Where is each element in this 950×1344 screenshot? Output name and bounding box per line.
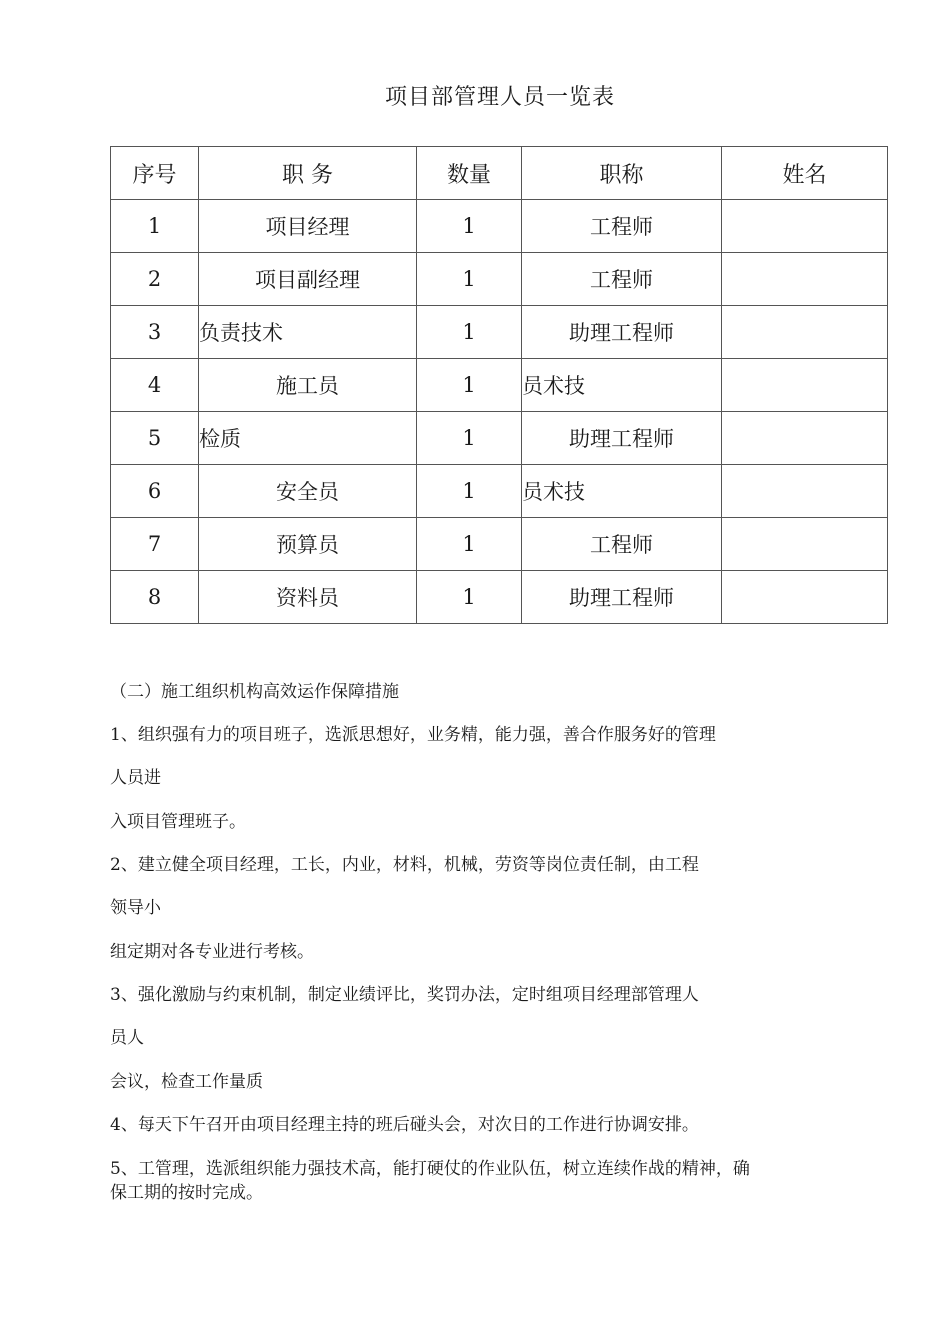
header-title: 职称: [522, 147, 722, 200]
cell-no: 7: [111, 518, 199, 571]
cell-quantity: 1: [417, 571, 522, 624]
paragraph-line: 3、强化激励与约束机制，制定业绩评比，奖罚办法，定时组项目经理部管理人: [110, 985, 699, 1005]
section-heading: （二）施工组织机构高效运作保障措施: [110, 682, 399, 702]
paragraph-line: 员人: [110, 1028, 144, 1048]
cell-position: 施工员: [199, 359, 417, 412]
cell-quantity: 1: [417, 253, 522, 306]
cell-name: [722, 571, 888, 624]
cell-position: 预算员: [199, 518, 417, 571]
cell-title: 助理工程师: [522, 306, 722, 359]
cell-position: 项目经理: [199, 200, 417, 253]
cell-quantity: 1: [417, 465, 522, 518]
cell-title: 工程师: [522, 200, 722, 253]
cell-name: [722, 465, 888, 518]
cell-title: 助理工程师: [522, 571, 722, 624]
paragraph-line: 领导小: [110, 898, 161, 918]
cell-quantity: 1: [417, 518, 522, 571]
cell-position: 资料员: [199, 571, 417, 624]
document-title: 项目部管理人员一览表: [384, 85, 615, 110]
cell-title: 助理工程师: [522, 412, 722, 465]
cell-quantity: 1: [417, 412, 522, 465]
cell-no: 4: [111, 359, 199, 412]
paragraph-line: 会议，检查工作量质: [110, 1072, 263, 1092]
cell-name: [722, 306, 888, 359]
paragraph-line: 5、工管理，选派组织能力强技术高，能打硬仗的作业队伍，树立连续作战的精神，确: [110, 1159, 750, 1179]
cell-no: 6: [111, 465, 199, 518]
table-row: [111, 465, 888, 518]
paragraph-line: 组定期对各专业进行考核。: [110, 942, 314, 962]
cell-title: 工程师: [522, 253, 722, 306]
cell-position: 项目副经理: [199, 253, 417, 306]
table-row: [111, 359, 888, 412]
table-row: [111, 200, 888, 253]
cell-no: 5: [111, 412, 199, 465]
table-header-row: [111, 147, 888, 200]
cell-quantity: 1: [417, 359, 522, 412]
table-row: [111, 518, 888, 571]
table-row: [111, 306, 888, 359]
cell-no: 1: [111, 200, 199, 253]
cell-name: [722, 359, 888, 412]
cell-position: 安全员: [199, 465, 417, 518]
table-row: [111, 253, 888, 306]
cell-no: 8: [111, 571, 199, 624]
table-row: [111, 571, 888, 624]
paragraph-line: 1、组织强有力的项目班子，选派思想好，业务精，能力强，善合作服务好的管理: [110, 725, 716, 745]
paragraph-line: 保工期的按时完成。: [110, 1183, 263, 1203]
paragraph-line: 4、每天下午召开由项目经理主持的班后碰头会，对次日的工作进行协调安排。: [110, 1115, 699, 1135]
table-row: [111, 412, 888, 465]
header-quantity: 数量: [417, 147, 522, 200]
paragraph-line: 2、建立健全项目经理，工长，内业，材料，机械，劳资等岗位责任制，由工程: [110, 855, 699, 875]
cell-no: 2: [111, 253, 199, 306]
cell-name: [722, 253, 888, 306]
staff-table: [110, 146, 888, 624]
cell-title: 工程师: [522, 518, 722, 571]
cell-position: 负责技术: [199, 306, 417, 359]
cell-name: [722, 200, 888, 253]
cell-quantity: 1: [417, 306, 522, 359]
paragraph-line: 人员进: [110, 768, 161, 788]
cell-title: 员术技: [522, 465, 722, 518]
cell-title: 员术技: [522, 359, 722, 412]
cell-name: [722, 412, 888, 465]
header-position: 职 务: [199, 147, 417, 200]
cell-no: 3: [111, 306, 199, 359]
cell-position: 检质: [199, 412, 417, 465]
cell-quantity: 1: [417, 200, 522, 253]
cell-name: [722, 518, 888, 571]
header-name: 姓名: [722, 147, 888, 200]
header-no: 序号: [111, 147, 199, 200]
paragraph-line: 入项目管理班子。: [110, 812, 246, 832]
